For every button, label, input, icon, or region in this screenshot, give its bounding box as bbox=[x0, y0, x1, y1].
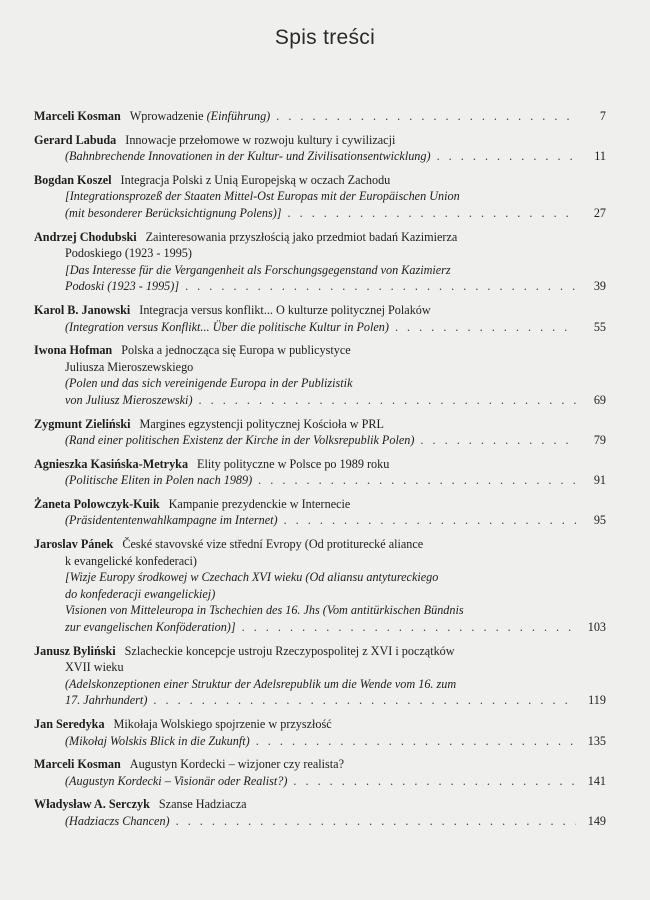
toc-subtitle-line: (Adelskonzeptionen einer Struktur der Adelsrepublik um die Wende vom 16. zum bbox=[65, 676, 457, 691]
toc-leader-line bbox=[34, 733, 606, 750]
toc-author: Janusz Byliński bbox=[34, 643, 116, 658]
toc-leader-line bbox=[34, 205, 606, 222]
toc-page-number: 69 bbox=[593, 392, 606, 407]
toc-subtitle-line: [Wizje Europy środkowej w Czechach XVI wieku (Od aliansu antytureckiego bbox=[65, 570, 439, 585]
toc-title: Augustyn Kordecki – wizjoner czy realista? bbox=[129, 757, 344, 772]
toc-title: Kampanie prezydenckie w Internecie bbox=[168, 496, 351, 511]
toc-entry[interactable] bbox=[34, 302, 606, 335]
toc-entry[interactable] bbox=[34, 172, 606, 222]
toc-page-number: 95 bbox=[593, 513, 606, 528]
dot-leader bbox=[437, 148, 576, 165]
toc-author: Żaneta Polowczyk-Kuik bbox=[34, 496, 160, 511]
toc-title-last: (Augustyn Kordecki – Visionär oder Realist?) bbox=[65, 773, 288, 788]
toc-title-line: Podoskiego (1923 - 1995) bbox=[65, 246, 192, 261]
toc-title: Szlacheckie koncepcje ustroju Rzeczypospolitej z XVI i początków bbox=[124, 643, 455, 658]
toc-page-number: 149 bbox=[587, 813, 606, 828]
toc-title-line bbox=[34, 716, 606, 733]
toc-entry[interactable] bbox=[34, 716, 606, 749]
toc-title-line bbox=[34, 342, 606, 359]
toc-entry[interactable] bbox=[34, 229, 606, 295]
toc-title: Integracja Polski z Unią Europejską w oczach Zachodu bbox=[120, 172, 391, 187]
toc-leader-line bbox=[34, 512, 606, 529]
toc-page-number: 79 bbox=[593, 433, 606, 448]
toc-title-line bbox=[34, 132, 606, 149]
toc-leader-line bbox=[34, 472, 606, 489]
toc-leader-line bbox=[34, 278, 606, 295]
toc-entry[interactable] bbox=[34, 456, 606, 489]
toc-entry[interactable] bbox=[34, 643, 606, 709]
toc-entry[interactable] bbox=[34, 416, 606, 449]
toc-subtitle-line: Visionen von Mitteleuropa in Tschechien des 16. Jhs (Vom antitürkischen Bündnis bbox=[65, 603, 464, 618]
toc-entry[interactable] bbox=[34, 108, 606, 125]
toc-title-line bbox=[34, 756, 606, 773]
toc-title: Elity polityczne w Polsce po 1989 roku bbox=[197, 456, 390, 471]
toc-author: Gerard Labuda bbox=[34, 132, 117, 147]
toc-author: Karol B. Janowski bbox=[34, 302, 131, 317]
dot-leader bbox=[258, 472, 576, 489]
toc-title: Integracja versus konflikt... O kulturze politycznej Polaków bbox=[139, 302, 431, 317]
toc-author: Jan Seredyka bbox=[34, 717, 105, 731]
dot-leader bbox=[176, 813, 576, 830]
toc-entry[interactable] bbox=[34, 496, 606, 529]
toc-title-last: von Juliusz Mieroszewski) bbox=[65, 392, 193, 407]
toc-page-number: 27 bbox=[593, 205, 606, 220]
toc-leader-line bbox=[34, 773, 606, 790]
toc-title-last: (Politische Eliten in Polen nach 1989) bbox=[65, 473, 253, 488]
toc-title-last: (Integration versus Konflikt... Über die politische Kultur in Polen) bbox=[65, 319, 389, 334]
toc-subtitle-line: [Integrationsprozeß der Staaten Mittel-Ost Europas mit der Europäischen Union bbox=[65, 189, 460, 204]
toc-page-number: 141 bbox=[587, 773, 606, 788]
toc-leader-line bbox=[34, 692, 606, 709]
toc-title: České stavovské vize střední Evropy (Od protiturecké aliance bbox=[122, 537, 424, 552]
dot-leader bbox=[284, 512, 576, 529]
toc-title-line bbox=[34, 796, 606, 813]
toc-author: Bogdan Koszel bbox=[34, 172, 112, 187]
toc-title-line bbox=[34, 416, 606, 433]
toc-title-line: XVII wieku bbox=[65, 660, 124, 675]
toc-title-last: (Bahnbrechende Innovationen in der Kultur- und Zivilisationsentwicklung) bbox=[65, 149, 431, 164]
dot-leader bbox=[199, 392, 577, 409]
toc-title-translation: (Einführung) bbox=[206, 109, 271, 123]
toc-title: Zainteresowania przyszłością jako przedmiot badań Kazimierza bbox=[145, 229, 458, 244]
toc-entry[interactable] bbox=[34, 796, 606, 829]
toc-title: Szanse Hadziacza bbox=[158, 797, 247, 812]
toc-title-line bbox=[34, 536, 606, 553]
toc-subtitle-line: (Polen und das sich vereinigende Europa in der Publizistik bbox=[65, 376, 353, 391]
toc-leader-line bbox=[34, 319, 606, 336]
toc-author: Iwona Hofman bbox=[34, 343, 113, 358]
toc-title-last: Podoski (1923 - 1995)] bbox=[65, 279, 180, 294]
toc-entry[interactable] bbox=[34, 536, 606, 636]
toc-title-line bbox=[34, 302, 606, 319]
dot-leader bbox=[185, 278, 576, 295]
toc-title: Polska a jednocząca się Europa w publicystyce bbox=[121, 343, 351, 358]
toc-author: Władysław A. Serczyk bbox=[34, 797, 150, 812]
toc-title-line bbox=[34, 172, 606, 189]
dot-leader bbox=[395, 319, 576, 336]
toc-entry[interactable] bbox=[34, 342, 606, 408]
dot-leader bbox=[276, 108, 576, 125]
toc-title: Innowacje przełomowe w rozwoju kultury i cywilizacji bbox=[125, 132, 396, 147]
toc-leader-line bbox=[34, 813, 606, 830]
toc-page-number: 91 bbox=[593, 473, 606, 488]
dot-leader bbox=[153, 692, 576, 709]
toc-title-line bbox=[34, 643, 606, 660]
toc-title-line bbox=[34, 496, 606, 513]
toc-title-line bbox=[34, 456, 606, 473]
toc-leader-line bbox=[34, 108, 606, 125]
toc-page-number: 103 bbox=[587, 620, 606, 635]
toc-title-last: (Mikołaj Wolskis Blick in die Zukunft) bbox=[65, 733, 250, 748]
toc-author: Andrzej Chodubski bbox=[34, 229, 137, 244]
dot-leader bbox=[242, 619, 576, 636]
toc-title-last: (Rand einer politischen Existenz der Kirche in der Volksrepublik Polen) bbox=[65, 433, 415, 448]
dot-leader bbox=[256, 733, 576, 750]
toc-author: Zygmunt Zieliński bbox=[34, 416, 131, 431]
toc-subtitle-line: [Das Interesse für die Vergangenheit als Forschungsgegenstand von Kazimierz bbox=[65, 262, 451, 277]
dot-leader bbox=[293, 773, 576, 790]
toc-page-number: 55 bbox=[593, 319, 606, 334]
toc-page-number: 11 bbox=[594, 149, 606, 164]
toc-leader-line bbox=[34, 148, 606, 165]
toc-leader-line bbox=[34, 619, 606, 636]
toc-leader-line bbox=[34, 392, 606, 409]
toc-title-last bbox=[34, 108, 270, 125]
toc-page-number: 7 bbox=[599, 109, 606, 123]
dot-leader bbox=[420, 432, 576, 449]
toc-page-number: 119 bbox=[588, 693, 606, 708]
toc-title-last: (Präsidententenwahlkampagne im Internet) bbox=[65, 513, 278, 528]
toc-page-number: 135 bbox=[587, 733, 606, 748]
toc-title: Margines egzystencji politycznej Kościoła w PRL bbox=[139, 416, 385, 431]
toc-entry[interactable] bbox=[34, 756, 606, 789]
toc-entry[interactable] bbox=[34, 132, 606, 165]
toc-leader-line bbox=[34, 432, 606, 449]
toc-title-last: 17. Jahrhundert) bbox=[65, 693, 148, 708]
table-of-contents bbox=[34, 108, 606, 837]
page-title: Spis treści bbox=[274, 26, 376, 49]
toc-author: Marceli Kosman bbox=[34, 109, 121, 123]
toc-title-last: (Hadziaczs Chancen) bbox=[65, 813, 170, 828]
toc-author: Agnieszka Kasińska-Metryka bbox=[34, 456, 189, 471]
toc-title-last: (mit besonderer Berücksichtignung Polens)] bbox=[65, 205, 282, 220]
toc-page-number: 39 bbox=[593, 279, 606, 294]
toc-title: Wprowadzenie bbox=[129, 109, 207, 123]
toc-title-line bbox=[34, 229, 606, 246]
toc-title-line: k evangelické konfederaci) bbox=[65, 553, 197, 568]
toc-author: Jaroslav Pánek bbox=[34, 537, 114, 552]
toc-title-line: Juliusza Mieroszewskiego bbox=[65, 359, 194, 374]
toc-title: Mikołaja Wolskiego spojrzenie w przyszłość bbox=[113, 717, 332, 731]
toc-title-last: zur evangelischen Konföderation)] bbox=[65, 620, 236, 635]
toc-subtitle-line: do konfederacji ewangelickiej) bbox=[65, 586, 216, 601]
toc-author: Marceli Kosman bbox=[34, 757, 121, 772]
dot-leader bbox=[288, 205, 576, 222]
